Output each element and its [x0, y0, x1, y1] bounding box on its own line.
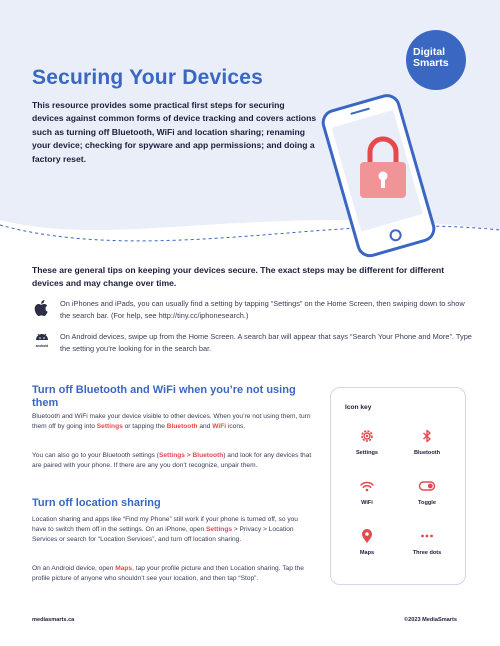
digitalsmarts-logo: Digital Smarts [406, 30, 466, 90]
icon-key-label: Maps [359, 550, 375, 556]
intro-paragraph: This resource provides some practical first steps for securing devices against common forms of device tracking and covers actions such as turning off Bluetooth, WiFi and location sharing; renaming your device; checking for spyware and app permissions; and doing a factory reset. [32, 100, 317, 164]
bluetooth-wifi-heading: Turn off Bluetooth and WiFi when you’re not using them [32, 384, 296, 409]
phone-with-lock-illustration [320, 92, 442, 262]
wifi-icon [359, 478, 375, 494]
android-tip [32, 331, 472, 354]
apple-icon [32, 298, 52, 318]
iphone-tip-text: On iPhones and iPads, you can usually find a setting by tapping “Settings” on the Home Screen, then swiping down to show the search bar. (For help, see http://tiny.cc/iphonesearch.) [60, 299, 465, 320]
icon-key-label: Three dots [412, 550, 442, 556]
toggle-icon [418, 478, 436, 494]
svg-text:android: android [35, 344, 49, 348]
gear-icon [359, 428, 375, 444]
icon-key-item-bluetooth [399, 428, 455, 456]
page-title: Securing Your Devices [32, 66, 264, 89]
android-icon [32, 331, 52, 351]
icon-key-item-settings [339, 428, 395, 456]
iphone-tip [32, 298, 472, 321]
icon-key-label: Settings [355, 450, 379, 456]
icon-key-item-three-dots [399, 528, 455, 556]
icon-key-item-toggle [399, 478, 455, 506]
location-sharing-paragraph-1: Location sharing and apps like “Find my Phone” still work if your phone is turned off, so you have to switch them off in the settings. On an iPhone, open Settings > Privacy > Location Services or search for “Location Services”, and turn off location sharing. [32, 516, 298, 544]
icon-key-item-wifi [339, 478, 395, 506]
location-sharing-heading: Turn off location sharing [32, 497, 161, 509]
icon-key-label: Bluetooth [413, 450, 441, 456]
icon-key-label: WiFi [361, 500, 373, 506]
bluetooth-wifi-paragraph-2: You can also go to your Bluetooth settings (Settings > Bluetooth) and look for any devices that are paired with your phone. If there are any you don’t recognize, unpair them. [32, 452, 312, 470]
three-dots-icon [419, 528, 435, 544]
android-tip-text: On Android devices, swipe up from the Home Screen. A search bar will appear that says “Search Your Phone and More”. Type the setting you’re looking for in the search bar. [60, 332, 472, 353]
icon-key-label: Toggle [418, 500, 436, 506]
map-pin-icon [359, 528, 375, 544]
tips-lead: These are general tips on keeping your devices secure. The exact steps may be different for different devices and may change over time. [32, 265, 445, 288]
icon-key-title: Icon key [345, 404, 372, 411]
bluetooth-icon [419, 428, 435, 444]
footer-copyright: ©2023 MediaSmarts [404, 617, 457, 623]
icon-key-item-maps [339, 528, 395, 556]
footer-website: mediasmarts.ca [32, 617, 75, 623]
location-sharing-paragraph-2: On an Android device, open Maps, tap your profile picture and then Location sharing. Tap the profile picture of anyone who shouldn’t see your location, and then tap “Stop”. [32, 565, 304, 583]
icon-key-panel [330, 387, 466, 585]
bluetooth-wifi-paragraph-1: Bluetooth and WiFi make your device visible to other devices. When you’re not using them, turn them off by going into Settings or tapping the Bluetooth and WiFi icons. [32, 413, 311, 431]
